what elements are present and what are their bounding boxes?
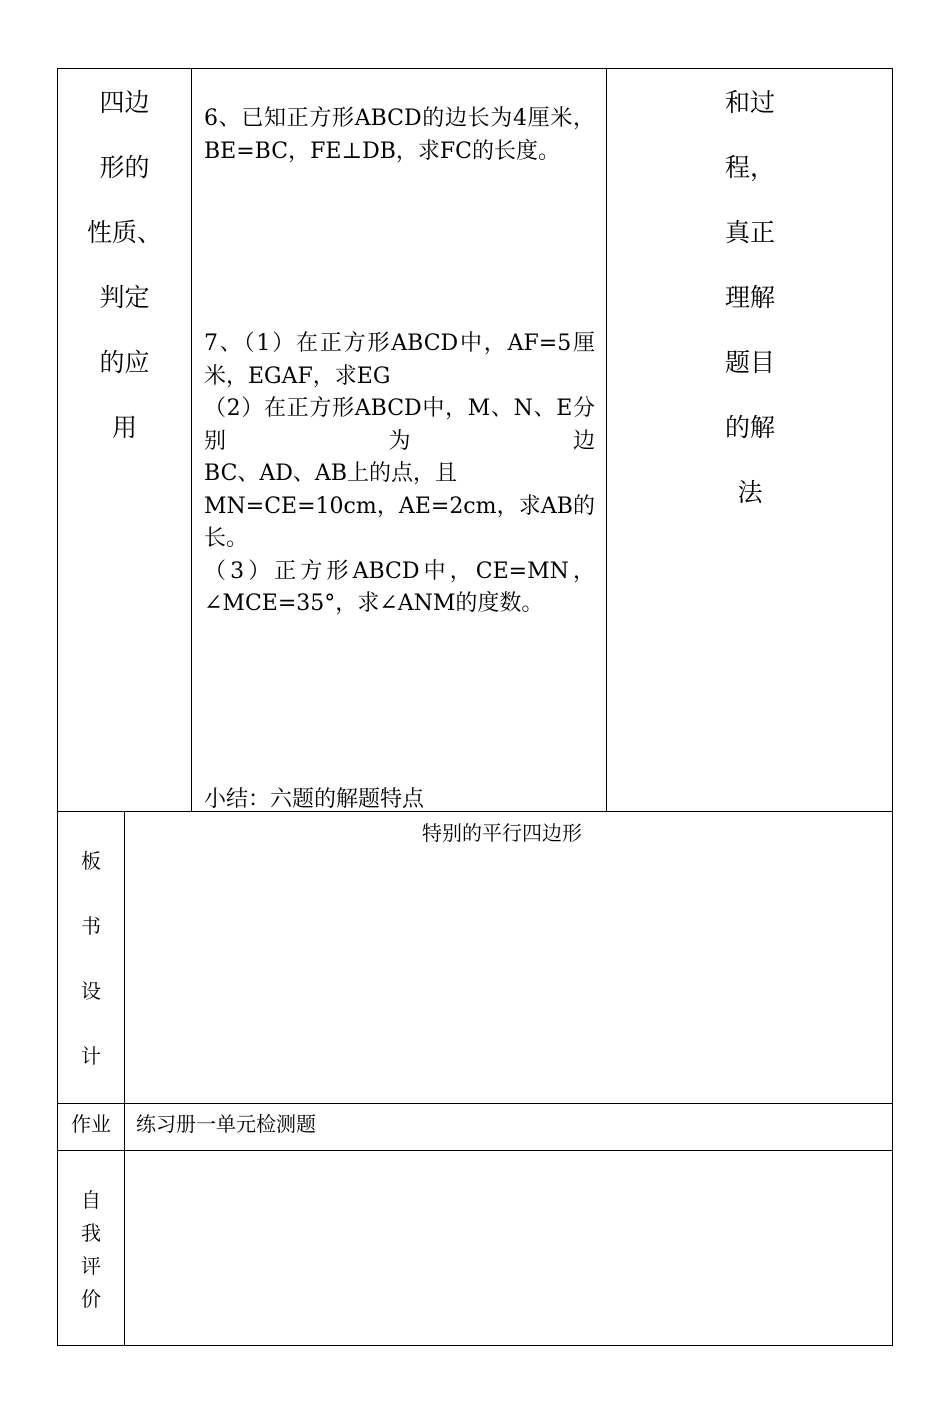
- problem-6-text: 6、已知正方形ABCD的边长为4厘米，BE=BC，FE⊥DB，求FC的长度。: [204, 106, 595, 164]
- note-line: 法: [737, 478, 763, 507]
- topic-line: 形的: [99, 153, 150, 182]
- self-eval-label-char: 自: [81, 1188, 101, 1212]
- self-eval-label-char: 价: [81, 1287, 101, 1311]
- problem-7-part-3: （3）正方形ABCD中，CE=MN，∠MCE=35°，求∠ANM的度数。: [204, 558, 595, 616]
- problem-7: [204, 328, 595, 621]
- note-line: 真正: [724, 218, 775, 247]
- problem-7-part-2-line-3: MN=CE=10cm，AE=2cm，求AB的长。: [204, 493, 595, 551]
- topic-column: [58, 70, 191, 460]
- board-label-char: 板: [81, 849, 101, 873]
- board-title: 特别的平行四边形: [422, 821, 582, 845]
- topic-line: 判定: [99, 283, 150, 312]
- problem-7-part-1: 7、（1）在正方形ABCD中，AF=5厘米，EGAF，求EG: [204, 331, 595, 389]
- lower-label-divider: [124, 811, 125, 1346]
- homework-content: 练习册一单元检测题: [136, 1112, 316, 1136]
- board-label-char: 设: [81, 979, 101, 1003]
- notes-column: [607, 70, 893, 525]
- row-divider-selfeval: [57, 1150, 893, 1151]
- homework-label: 作业: [71, 1112, 111, 1136]
- self-eval-label-char: 评: [81, 1254, 101, 1278]
- self-eval-label-char: 我: [81, 1221, 101, 1245]
- upper-divider-left: [191, 68, 192, 811]
- note-line: 程，: [724, 153, 775, 182]
- note-line: 题目: [724, 348, 775, 377]
- board-label-char: 计: [81, 1044, 101, 1068]
- problem-7-part-2-line-2: BC、AD、AB上的点，且: [204, 461, 457, 486]
- topic-line: 性质、: [86, 218, 162, 247]
- topic-line: 用: [111, 413, 137, 442]
- summary-text: 小结：六题的解题特点: [204, 787, 425, 812]
- note-line: 和过: [724, 88, 775, 117]
- note-line: 的解: [724, 413, 775, 442]
- topic-line: 四边: [99, 88, 150, 117]
- board-label-char: 书: [81, 914, 101, 938]
- note-line: 理解: [724, 283, 775, 312]
- problem-7-part-2-line-1: （2）在正方形ABCD中，M、N、E分别为边: [204, 396, 595, 454]
- topic-line: 的应: [99, 348, 150, 377]
- self-eval-label: [58, 1184, 124, 1316]
- problem-6: [204, 103, 595, 168]
- row-divider-board: [57, 811, 893, 812]
- board-label: [58, 829, 124, 1089]
- row-divider-homework: [57, 1103, 893, 1104]
